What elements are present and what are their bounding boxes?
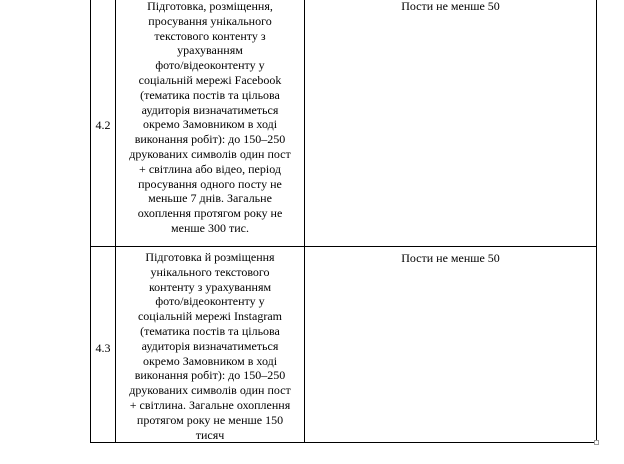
row-value: Пости не менше 50 — [401, 251, 500, 265]
table-row — [91, 0, 596, 247]
table-end-marker — [594, 440, 599, 445]
table-row — [91, 247, 596, 442]
row-number: 4.3 — [95, 341, 111, 355]
row-description: Підготовка й розміщення унікального текстового контенту з урахуванням фото/відеоконтенту у соціальній мережі Instagram (тематика постів та цільова аудиторія визначатиметься окремо Замовником в ході виконання робіт): до 150–250 друкованих символів один пост + світлина. Загальне охоплення протягом року не менше 150 тисяч — [129, 250, 291, 442]
row-description: Підготовка, розміщення, просування унікального текстового контенту з урахуванням фото/відеоконтенту у соціальній мережі Facebook (тематика постів та цільова аудиторія визначатиметься окремо Замовником в ході виконання робіт): до 150–250 друкованих символів один пост + світлина або відео, період просування одного посту не меньше 7 днів. Загальне охоплення протягом року не менше 300 тис. — [129, 0, 291, 235]
column-divider — [304, 247, 305, 442]
row-number: 4.2 — [95, 118, 111, 132]
column-divider — [304, 0, 305, 246]
row-value: Пости не менше 50 — [401, 0, 500, 13]
document-table — [90, 0, 597, 443]
